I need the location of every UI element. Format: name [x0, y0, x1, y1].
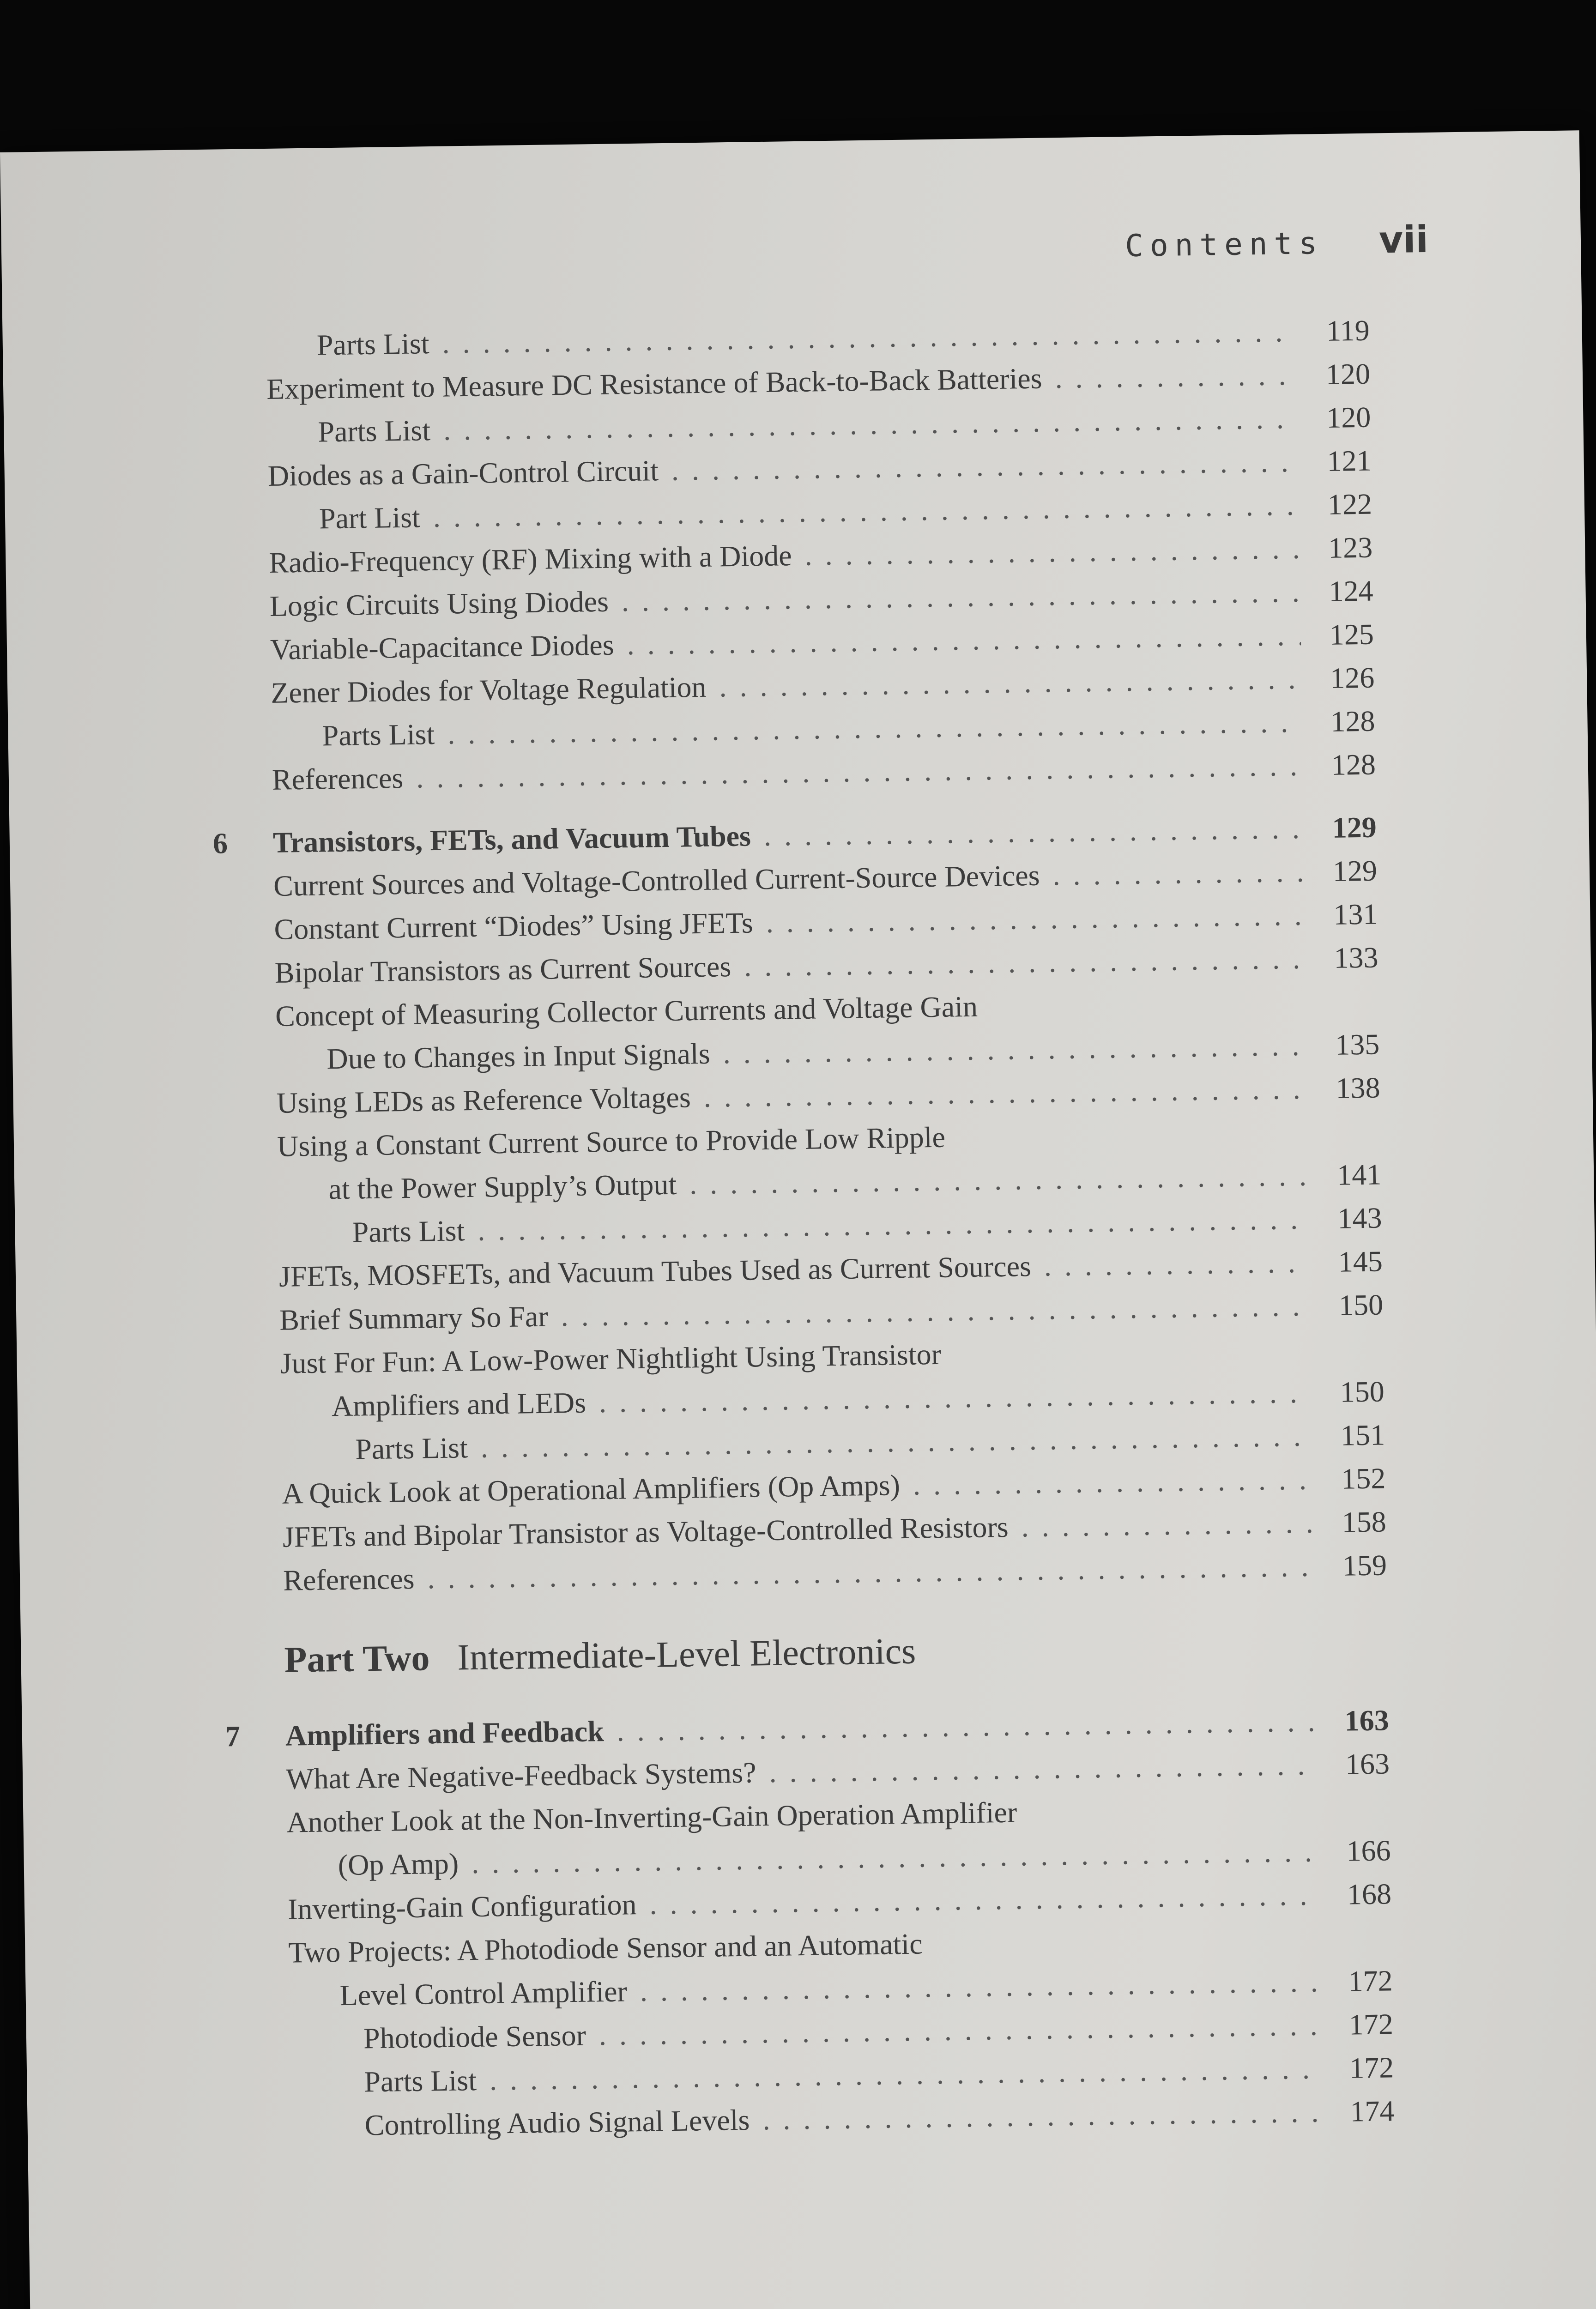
- chapter-number: [230, 2093, 290, 2094]
- chapter-number: [229, 1963, 289, 1964]
- chapter-number: [222, 1504, 282, 1505]
- dot-leader: [1055, 353, 1298, 400]
- chapter-title: Transistors, FETs, and Vacuum Tubes: [272, 819, 751, 859]
- entry-title: References: [283, 1562, 415, 1597]
- chapter-number: [217, 1113, 277, 1114]
- page-number: 120: [1325, 357, 1371, 391]
- entry-title: JFETs and Bipolar Transistor as Voltage-Controlled Resistors: [282, 1510, 1009, 1553]
- dot-leader: [1044, 1241, 1310, 1288]
- part-title: Intermediate-Level Electronics: [457, 1631, 916, 1678]
- page-number: [1330, 1817, 1390, 1818]
- entry-title: Parts List: [363, 2064, 477, 2098]
- dot-leader: [723, 1024, 1307, 1076]
- chapter-number: [227, 1832, 287, 1833]
- entry-title: Another Look at the Non-Inverting-Gain Operation Amplifier: [286, 1795, 1017, 1839]
- dot-leader: [762, 2090, 1322, 2141]
- entry-title: Variable-Capacitance Diodes: [270, 628, 615, 666]
- page-number: 141: [1336, 1158, 1382, 1191]
- entry-title: Brief Summary So Far: [279, 1300, 549, 1336]
- chapter-number: [218, 1200, 278, 1201]
- entry-title: References: [272, 761, 404, 796]
- dot-leader: [954, 1359, 1311, 1364]
- dot-leader: [763, 807, 1304, 858]
- dot-leader: [766, 894, 1305, 944]
- page-number: 120: [1326, 400, 1371, 434]
- page-folio: vii: [1378, 218, 1429, 262]
- chapter-number: [207, 442, 267, 443]
- page-number: 138: [1336, 1071, 1381, 1105]
- dot-leader: [703, 1067, 1307, 1119]
- page-number: [1319, 1010, 1379, 1011]
- page-number: 131: [1333, 897, 1378, 931]
- entry-title: Bipolar Transistors as Current Sources: [274, 950, 732, 989]
- page-number: 168: [1347, 1877, 1392, 1911]
- entry-title: Parts List: [318, 414, 431, 448]
- entry-title: Parts List: [355, 1431, 468, 1466]
- chapter-number: [215, 983, 275, 984]
- part-label: Part Two: [284, 1638, 430, 1680]
- entry-title: Inverting-Gain Configuration: [287, 1888, 637, 1926]
- page-number: [1324, 1358, 1384, 1359]
- page-number: 122: [1327, 487, 1372, 521]
- chapter-number: [226, 1789, 286, 1790]
- entry-title: Using a Constant Current Source to Provide Low Ripple: [277, 1120, 946, 1163]
- entry-title: at the Power Supply’s Output: [328, 1167, 677, 1206]
- running-head: [1124, 218, 1428, 265]
- entry-title: Two Projects: A Photodiode Sensor and an Automatic: [288, 1927, 923, 1969]
- page-number: 119: [1326, 314, 1370, 347]
- page-number: 172: [1348, 2007, 1394, 2041]
- chapter-number: [215, 1026, 275, 1027]
- entry-title: Zener Diodes for Voltage Regulation: [270, 670, 707, 709]
- page-number: 143: [1337, 1201, 1382, 1235]
- chapter-number: [206, 356, 266, 357]
- book-page: [0, 130, 1596, 2309]
- dot-leader: [991, 1012, 1306, 1016]
- chapter-number: [227, 1876, 287, 1877]
- page-number: 133: [1334, 941, 1379, 974]
- page-number: 124: [1329, 574, 1374, 608]
- page-number: 150: [1340, 1375, 1385, 1408]
- entry-title: Diodes as a Gain-Control Circuit: [267, 454, 659, 492]
- dot-leader: [1021, 1501, 1313, 1549]
- entry-title: Controlling Audio Signal Levels: [364, 2103, 750, 2142]
- chapter-number: [217, 1156, 277, 1157]
- dot-leader: [936, 1948, 1319, 1953]
- chapter-number: [212, 746, 272, 747]
- chapter-number: [210, 616, 270, 617]
- chapter-number: [220, 1373, 280, 1374]
- chapter-number: [230, 2049, 290, 2050]
- page-number: 125: [1329, 617, 1374, 651]
- dot-leader: [744, 937, 1306, 988]
- entry-title: Logic Circuits Using Diodes: [269, 585, 609, 623]
- page-number: 128: [1331, 748, 1376, 781]
- chapter-number: [214, 939, 274, 940]
- page-number: 128: [1330, 704, 1375, 738]
- dot-leader: [769, 1743, 1317, 1795]
- chapter-number: [214, 896, 274, 897]
- chapter-number: [212, 790, 272, 791]
- chapter-number: [224, 1590, 284, 1591]
- page-number: [1332, 1947, 1392, 1948]
- page-number: 163: [1345, 1747, 1390, 1781]
- entry-title: Due to Changes in Input Signals: [326, 1037, 711, 1076]
- page-number: [1321, 1141, 1381, 1142]
- entry-title: Parts List: [316, 327, 429, 362]
- entry-title: A Quick Look at Operational Amplifiers (Op Amps): [282, 1469, 901, 1510]
- entry-title: Part List: [319, 501, 421, 535]
- chapter-number: [221, 1417, 281, 1418]
- page-number: 172: [1349, 2051, 1394, 2085]
- page-number: 126: [1330, 661, 1375, 695]
- entry-title: Parts List: [352, 1214, 465, 1249]
- part-heading: [224, 1610, 1389, 1695]
- chapter-number: 6: [212, 827, 228, 860]
- page-number: 158: [1342, 1505, 1387, 1539]
- chapter-number: [228, 1919, 288, 1920]
- entry-title: Using LEDs as Reference Voltages: [276, 1081, 691, 1119]
- chapter-title: Amplifiers and Feedback: [285, 1715, 605, 1752]
- entry-title: Current Sources and Voltage-Controlled Current-Source Devices: [273, 858, 1040, 902]
- entry-title: Radio-Frequency (RF) Mixing with a Diode: [268, 539, 792, 579]
- chapter-number: [222, 1460, 282, 1461]
- entry-title: What Are Negative-Feedback Systems?: [285, 1756, 756, 1795]
- page-number: 123: [1328, 531, 1373, 564]
- page-number: 166: [1346, 1834, 1391, 1868]
- table-of-contents: [206, 309, 1395, 2149]
- entry-title: Concept of Measuring Collector Currents and Voltage Gain: [275, 990, 978, 1033]
- chapter-number: [231, 2136, 291, 2137]
- dot-leader: [1052, 850, 1305, 897]
- entry-title: Just For Fun: A Low-Power Nightlight Using Transistor: [280, 1337, 942, 1380]
- chapter-number: [229, 2006, 289, 2007]
- page-number: 129: [1332, 810, 1377, 844]
- page-number: 121: [1327, 444, 1372, 478]
- page-number: 172: [1348, 1964, 1393, 1998]
- entry-title: JFETs, MOSFETs, and Vacuum Tubes Used as Current Sources: [278, 1250, 1032, 1293]
- entry-title: Level Control Amplifier: [339, 1975, 628, 2012]
- page-number: 174: [1350, 2094, 1395, 2128]
- dot-leader: [719, 657, 1302, 709]
- chapter-number: [208, 529, 268, 530]
- page-number: 135: [1335, 1028, 1380, 1061]
- page-number: 129: [1332, 854, 1378, 888]
- dot-leader: [804, 527, 1300, 577]
- running-head-label: Contents: [1124, 225, 1324, 264]
- chapter-number: 7: [225, 1720, 241, 1753]
- chapter-number: [220, 1330, 280, 1331]
- dot-leader: [1030, 1818, 1317, 1822]
- page-number: 145: [1338, 1245, 1383, 1278]
- entry-title: Amplifiers and LEDs: [331, 1386, 586, 1423]
- entry-title: Experiment to Measure DC Resistance of Back-to-Back Batteries: [266, 362, 1043, 405]
- page-number: 163: [1344, 1704, 1390, 1737]
- page-number: 152: [1341, 1462, 1386, 1495]
- entry-title: Photodiode Sensor: [363, 2019, 586, 2055]
- entry-title: Parts List: [322, 717, 435, 752]
- chapter-number: [211, 703, 271, 704]
- entry-title: Constant Current “Diodes” Using JFETs: [274, 906, 754, 946]
- dot-leader: [958, 1142, 1308, 1147]
- page-number: 151: [1340, 1418, 1385, 1452]
- chapter-number: [223, 1547, 283, 1548]
- chapter-number: [209, 573, 269, 574]
- page-number: 150: [1338, 1288, 1384, 1322]
- chapter-number: [208, 486, 268, 487]
- dot-leader: [913, 1458, 1313, 1507]
- chapter-number: [218, 1243, 278, 1244]
- entry-title: (Op Amp): [338, 1847, 459, 1882]
- chapter-number: [207, 399, 267, 400]
- chapter-number: [210, 659, 270, 660]
- page-number: 159: [1342, 1548, 1387, 1582]
